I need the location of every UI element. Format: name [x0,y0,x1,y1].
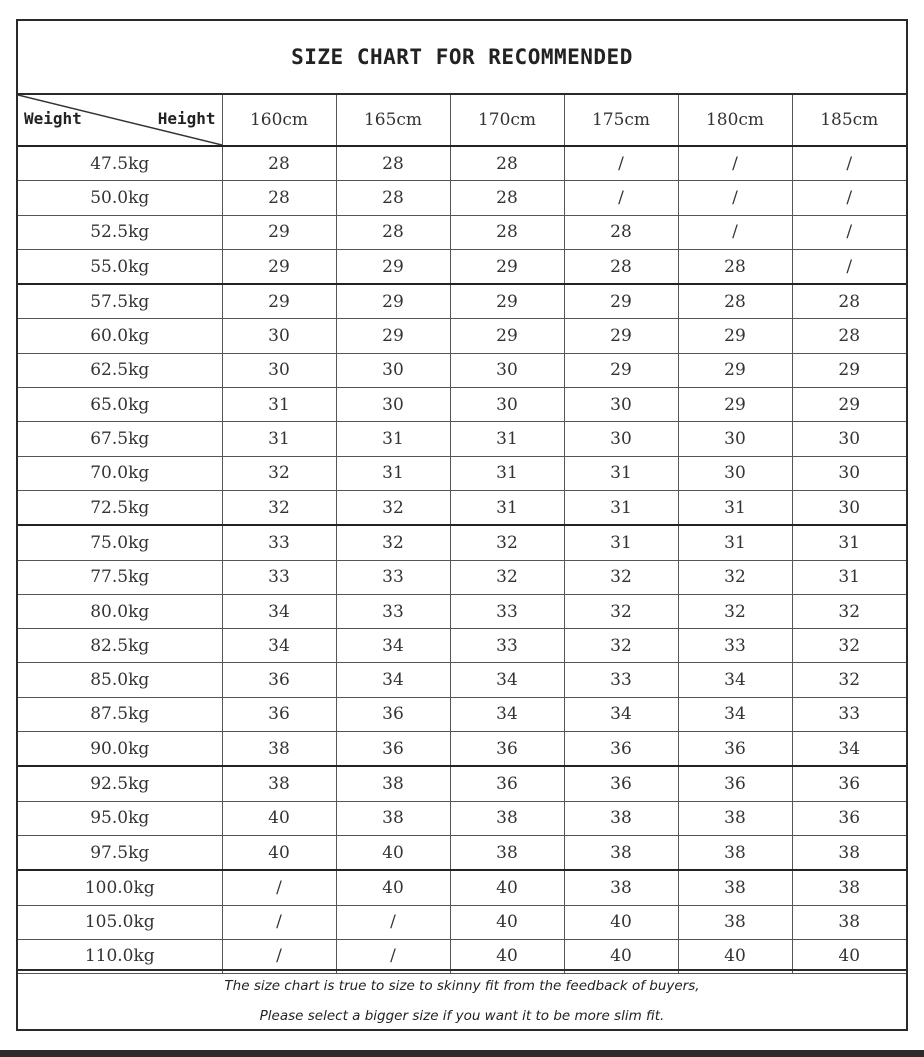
size-cell: 38 [678,801,792,835]
size-cell: 29 [678,388,792,422]
size-cell: / [792,215,906,249]
size-cell: 36 [564,732,678,767]
size-cell: 32 [450,560,564,594]
size-cell: 32 [222,490,336,525]
size-cell: 28 [336,181,450,215]
size-cell: 29 [336,249,450,284]
table-row [18,594,906,628]
size-cell: / [222,870,336,905]
size-cell: 40 [450,905,564,939]
size-cell: 28 [450,215,564,249]
corner-cell [18,95,222,146]
size-cell: 28 [450,146,564,181]
weight-cell: 57.5kg [18,284,222,319]
size-cell: 30 [222,353,336,387]
size-cell: 31 [450,456,564,490]
size-cell: 29 [450,249,564,284]
weight-cell: 90.0kg [18,732,222,767]
size-cell: 29 [336,319,450,353]
weight-cell: 110.0kg [18,939,222,973]
size-chart-frame [16,19,908,1031]
size-cell: 31 [222,422,336,456]
weight-cell: 50.0kg [18,181,222,215]
weight-cell: 67.5kg [18,422,222,456]
table-row [18,490,906,525]
size-cell: 38 [222,732,336,767]
size-cell: 29 [792,353,906,387]
size-cell: 40 [450,939,564,973]
size-cell: 38 [678,870,792,905]
size-cell: 40 [678,939,792,973]
size-cell: 28 [564,215,678,249]
size-cell: 28 [222,146,336,181]
size-cell: 36 [450,766,564,801]
weight-cell: 80.0kg [18,594,222,628]
size-cell: 30 [564,422,678,456]
size-cell: 30 [450,353,564,387]
size-cell: / [792,181,906,215]
size-cell: 40 [222,801,336,835]
size-cell: 38 [792,835,906,870]
size-cell: / [222,939,336,973]
size-cell: / [792,146,906,181]
size-cell: 34 [678,663,792,697]
size-cell: 33 [222,560,336,594]
size-cell: 32 [678,560,792,594]
footer-note [18,969,906,1029]
table-row [18,801,906,835]
size-cell: 36 [792,766,906,801]
size-cell: 32 [222,456,336,490]
size-cell: 36 [678,766,792,801]
weight-cell: 72.5kg [18,490,222,525]
bottom-edge-bar [0,1050,924,1057]
size-cell: 38 [792,870,906,905]
size-cell: 31 [678,525,792,560]
size-cell: 38 [450,801,564,835]
height-header: 165cm [336,95,450,146]
size-cell: 29 [678,319,792,353]
table-row [18,663,906,697]
size-cell: 30 [336,353,450,387]
height-label: Height [157,109,216,128]
size-cell: 29 [222,215,336,249]
size-cell: 32 [792,629,906,663]
size-cell: 29 [678,353,792,387]
size-cell: 31 [792,525,906,560]
size-cell: 40 [792,939,906,973]
size-cell: 31 [678,490,792,525]
footer-line-1: The size chart is true to size to skinny fit from the feedback of buyers, [224,978,700,994]
size-cell: 30 [792,490,906,525]
size-cell: 34 [564,697,678,731]
size-cell: 38 [564,801,678,835]
size-cell: 33 [336,560,450,594]
size-cell: 34 [450,697,564,731]
size-cell: 33 [792,697,906,731]
size-cell: 29 [222,249,336,284]
size-cell: 32 [450,525,564,560]
size-cell: 28 [792,319,906,353]
size-cell: / [678,215,792,249]
size-cell: 32 [564,560,678,594]
table-row [18,353,906,387]
size-cell: 33 [336,594,450,628]
size-cell: 40 [564,939,678,973]
size-cell: 38 [678,905,792,939]
size-cell: 28 [222,181,336,215]
size-cell: 40 [564,905,678,939]
size-cell: 32 [336,525,450,560]
size-cell: 31 [450,422,564,456]
size-cell: 31 [450,490,564,525]
size-cell: 38 [564,870,678,905]
size-cell: 38 [792,905,906,939]
size-cell: 38 [336,801,450,835]
table-row [18,766,906,801]
size-cell: 34 [678,697,792,731]
weight-cell: 77.5kg [18,560,222,594]
size-cell: 30 [564,388,678,422]
weight-cell: 105.0kg [18,905,222,939]
size-cell: 30 [336,388,450,422]
size-cell: 34 [792,732,906,767]
table-row [18,560,906,594]
table-row [18,215,906,249]
size-cell: 32 [792,663,906,697]
size-cell: 29 [564,284,678,319]
size-cell: 28 [678,284,792,319]
size-cell: 29 [450,319,564,353]
weight-cell: 82.5kg [18,629,222,663]
weight-cell: 60.0kg [18,319,222,353]
height-header: 175cm [564,95,678,146]
size-cell: / [222,905,336,939]
weight-cell: 100.0kg [18,870,222,905]
size-cell: 34 [222,629,336,663]
size-cell: 38 [336,766,450,801]
weight-cell: 95.0kg [18,801,222,835]
size-cell: 33 [450,629,564,663]
size-cell: 29 [450,284,564,319]
chart-title: SIZE CHART FOR RECOMMENDED [18,21,906,95]
size-cell: / [336,905,450,939]
size-table [18,95,906,974]
size-cell: 30 [678,456,792,490]
size-cell: 29 [564,319,678,353]
size-cell: 33 [564,663,678,697]
size-cell: 30 [678,422,792,456]
table-row [18,388,906,422]
size-cell: / [792,249,906,284]
table-row [18,525,906,560]
size-cell: 30 [450,388,564,422]
size-cell: 36 [564,766,678,801]
size-cell: 40 [336,870,450,905]
size-cell: 30 [792,422,906,456]
size-cell: 32 [678,594,792,628]
size-cell: 31 [564,456,678,490]
weight-cell: 92.5kg [18,766,222,801]
size-cell: 28 [336,215,450,249]
weight-cell: 97.5kg [18,835,222,870]
table-row [18,697,906,731]
size-cell: 33 [678,629,792,663]
size-cell: 36 [450,732,564,767]
size-cell: 34 [336,629,450,663]
size-cell: 36 [336,697,450,731]
size-cell: 36 [222,697,336,731]
table-row [18,732,906,767]
table-row [18,456,906,490]
footer-line-2: Please select a bigger size if you want it to be more slim fit. [259,1008,665,1024]
size-cell: 31 [336,422,450,456]
weight-cell: 75.0kg [18,525,222,560]
table-row [18,422,906,456]
size-cell: 28 [450,181,564,215]
size-cell: 33 [222,525,336,560]
size-cell: 36 [678,732,792,767]
size-cell: 31 [222,388,336,422]
height-header: 160cm [222,95,336,146]
table-row [18,249,906,284]
size-cell: 40 [222,835,336,870]
height-header: 185cm [792,95,906,146]
height-header: 170cm [450,95,564,146]
size-cell: 29 [792,388,906,422]
size-cell: 31 [792,560,906,594]
weight-cell: 85.0kg [18,663,222,697]
size-cell: 32 [336,490,450,525]
size-cell: 28 [336,146,450,181]
size-cell: / [678,181,792,215]
size-cell: / [564,181,678,215]
header-row [18,95,906,146]
size-cell: 32 [792,594,906,628]
size-cell: 38 [222,766,336,801]
size-cell: 31 [564,525,678,560]
weight-cell: 62.5kg [18,353,222,387]
size-cell: 32 [564,594,678,628]
size-cell: 31 [564,490,678,525]
size-cell: 31 [336,456,450,490]
size-cell: 40 [336,835,450,870]
weight-label: Weight [24,109,82,128]
size-cell: 34 [450,663,564,697]
size-cell: 28 [792,284,906,319]
table-row [18,870,906,905]
size-cell: 36 [336,732,450,767]
table-row [18,181,906,215]
size-cell: 28 [564,249,678,284]
size-cell: 29 [336,284,450,319]
size-cell: / [336,939,450,973]
table-row [18,905,906,939]
size-cell: 34 [222,594,336,628]
size-cell: 29 [222,284,336,319]
size-cell: 28 [678,249,792,284]
table-row [18,629,906,663]
height-header: 180cm [678,95,792,146]
size-cell: 34 [336,663,450,697]
size-cell: 32 [564,629,678,663]
table-row [18,835,906,870]
table-row [18,284,906,319]
size-cell: 29 [564,353,678,387]
size-cell: 36 [222,663,336,697]
size-cell: 40 [450,870,564,905]
weight-cell: 65.0kg [18,388,222,422]
size-cell: / [564,146,678,181]
size-cell: / [678,146,792,181]
size-cell: 38 [678,835,792,870]
weight-cell: 52.5kg [18,215,222,249]
size-cell: 30 [222,319,336,353]
weight-cell: 70.0kg [18,456,222,490]
size-cell: 38 [450,835,564,870]
table-row [18,146,906,181]
weight-cell: 55.0kg [18,249,222,284]
size-cell: 38 [564,835,678,870]
weight-cell: 47.5kg [18,146,222,181]
size-cell: 33 [450,594,564,628]
size-cell: 36 [792,801,906,835]
size-cell: 30 [792,456,906,490]
weight-cell: 87.5kg [18,697,222,731]
table-row [18,319,906,353]
